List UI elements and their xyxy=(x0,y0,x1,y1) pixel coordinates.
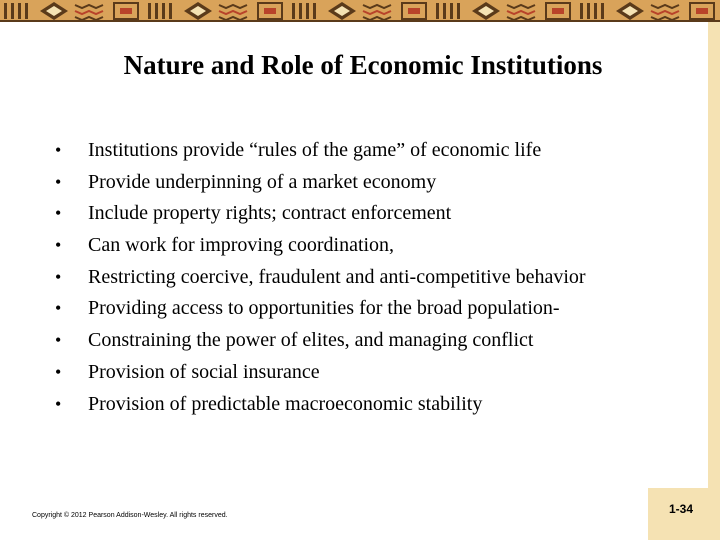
bullet-item xyxy=(55,168,586,200)
bullet-icon: • xyxy=(55,203,62,224)
bullet-item xyxy=(55,294,586,326)
copyright-notice: Copyright © 2012 Pearson Addison-Wesley. All rights reserved. xyxy=(32,512,228,519)
bullet-text: Constraining the power of elites, and managing conflict xyxy=(88,329,534,352)
bullet-item xyxy=(55,390,586,422)
bullet-icon: • xyxy=(55,171,62,192)
slide-title: Nature and Role of Economic Institutions xyxy=(123,50,603,80)
african-pattern-border-icon xyxy=(0,0,720,22)
bullet-icon: • xyxy=(55,140,62,160)
bullet-icon: • xyxy=(55,361,62,382)
bullet-text: Provide underpinning of a market economy xyxy=(88,170,437,193)
bullet-text: Provision of predictable macroeconomic stability xyxy=(88,392,483,415)
bullet-text: Institutions provide “rules of the game” of economic life xyxy=(88,139,542,161)
bullet-text: Providing access to opportunities for the broad population- xyxy=(88,297,560,320)
bullet-item xyxy=(55,358,586,390)
bullet-text: Include property rights; contract enforcement xyxy=(88,202,452,225)
bullet-icon: • xyxy=(55,235,62,256)
bullet-text: Provision of social insurance xyxy=(88,360,320,383)
page-number: 1-34 xyxy=(668,502,693,516)
bullet-icon: • xyxy=(55,393,62,414)
right-decorative-stripe xyxy=(708,22,720,488)
bullet-item xyxy=(55,136,586,168)
bullet-item xyxy=(55,263,586,295)
bullet-icon: • xyxy=(55,298,62,319)
bullet-icon: • xyxy=(55,330,62,351)
bullet-item xyxy=(55,231,586,263)
bullet-icon: • xyxy=(55,266,62,287)
bullet-text: Restricting coercive, fraudulent and anti-competitive behavior xyxy=(88,265,586,288)
bullet-list xyxy=(55,136,586,421)
bullet-text: Can work for improving coordination, xyxy=(88,234,395,257)
bullet-item xyxy=(55,199,586,231)
bullet-item xyxy=(55,326,586,358)
